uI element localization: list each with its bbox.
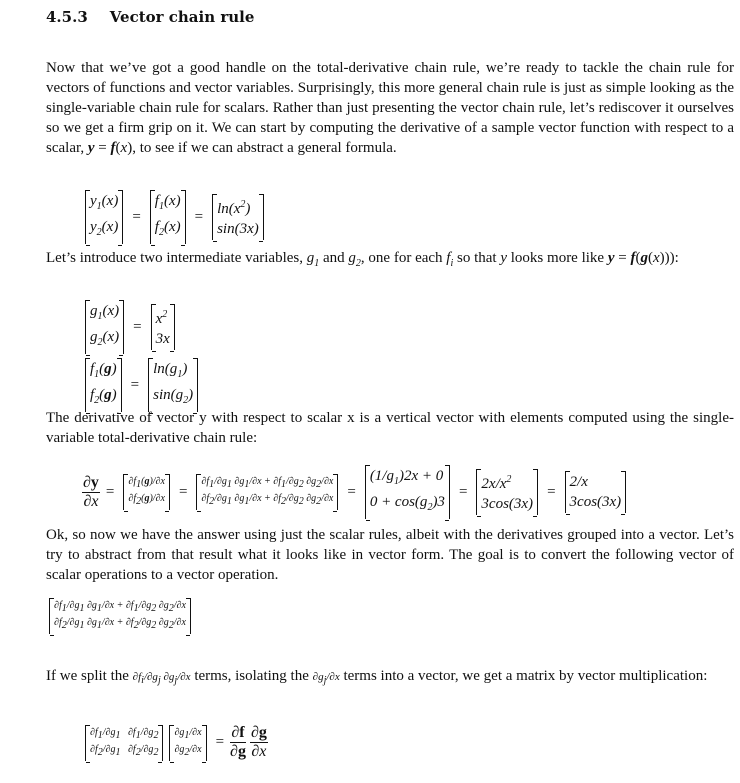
paragraph-derivative: The derivative of vector y with respect to scalar x is a vertical vector with elements computed using the single-variable total-derivative chain rule: (46, 410, 734, 446)
equation-2: $g_1(x)$ $g_2(x)$ = $x^2$ 3x (82, 300, 178, 354)
paragraph-intro: Now that we’ve got a good handle on the total-derivative chain rule, we’re ready to tackle the chain rule for vectors of functions and vector variables. Surprisingly, this more general chain rule is just as simple looking as the single-variable chain rule for scalars. Rather than just presenting the vector chain rule, let’s rediscover it ourselves so we get a firm grip on it. We can start by computing the derivative of a sample vector function with respect to a scalar, y = f(x), to see if we can abstract a general formula. (46, 60, 734, 156)
section-number: 4.5.3 (46, 8, 88, 26)
section-heading (46, 8, 254, 26)
equation-1: $y_1(x)$ $y_2(x)$ = $f_1(x)$ $f_2(x)$ = $\ln(x^2)$ sin(3x) (82, 190, 267, 244)
paragraph-split: If we split the $\partial f_i/\partial g_j$ $\partial g_j/\partial x$ terms, isolating the $\partial g_j/\partial x$ terms into a vector, we get a matrix by vector multiplication: (46, 668, 708, 687)
section-title: Vector chain rule (109, 8, 255, 26)
inline-math-y-fx: y = f(x) (87, 140, 133, 156)
equation-5: $\partial f_1/\partial g_1$ $\partial g_1/\partial x + \partial f_1/\partial g_2$ $\partial g_2/\partial x$ $\partial f_2/\partial g_1$ $\partial g_1/\partial x + \partial f_2/\partial g_2$ $\partial g_2/\partial x$ (46, 598, 194, 634)
paragraph-abstract: Ok, so now we have the answer using just the scalar rules, albeit with the derivatives grouped into a vector. Let’s try to abstract from that result what it looks like in vector form. The goal is to convert the following vector of scalar operations to a vector operation. (46, 527, 734, 583)
equation-4: $\frac{\partial y}{\partial x}$ = $\partial f_1(g)/\partial x$ $\partial f_2(g)/\partial x$ = $\partial f_1/\partial g_1$ $\partial g_1/\partial x + \partial f_1/\partial g_2$ $\partial g_2/\partial x$ $\partial f_2/\partial g_1$ $\partial g_1/\partial x + \partial f_2/\partial g_2$ $\partial g_2/\partial x$ = $(1/g_1)2x + 0$ $0 + \cos(g_2)3$ = $2x/x^2$ 3cos(3x) = 2/x 3cos(3x) (82, 465, 629, 519)
paragraph-intermediate: Let’s introduce two intermediate variables, $g_1$ and $g_2$, one for each $f_i$ so that y looks more like y = f(g(x))): (46, 250, 679, 269)
equation-6: $\partial f_1/\partial g_1$ $\partial f_1/\partial g_2$ $\partial f_2/\partial g_1$ $\partial f_2/\partial g_2$ $\partial g_1/\partial x$ $\partial g_2/\partial x$ = $\frac{\partial f}{\partial g}$ $\frac{\partial g}{\partial x}$ (82, 724, 268, 761)
equation-3: $f_1(g)$ $f_2(g)$ = $\ln(g_1)$ $\sin(g_2)$ (82, 358, 201, 412)
